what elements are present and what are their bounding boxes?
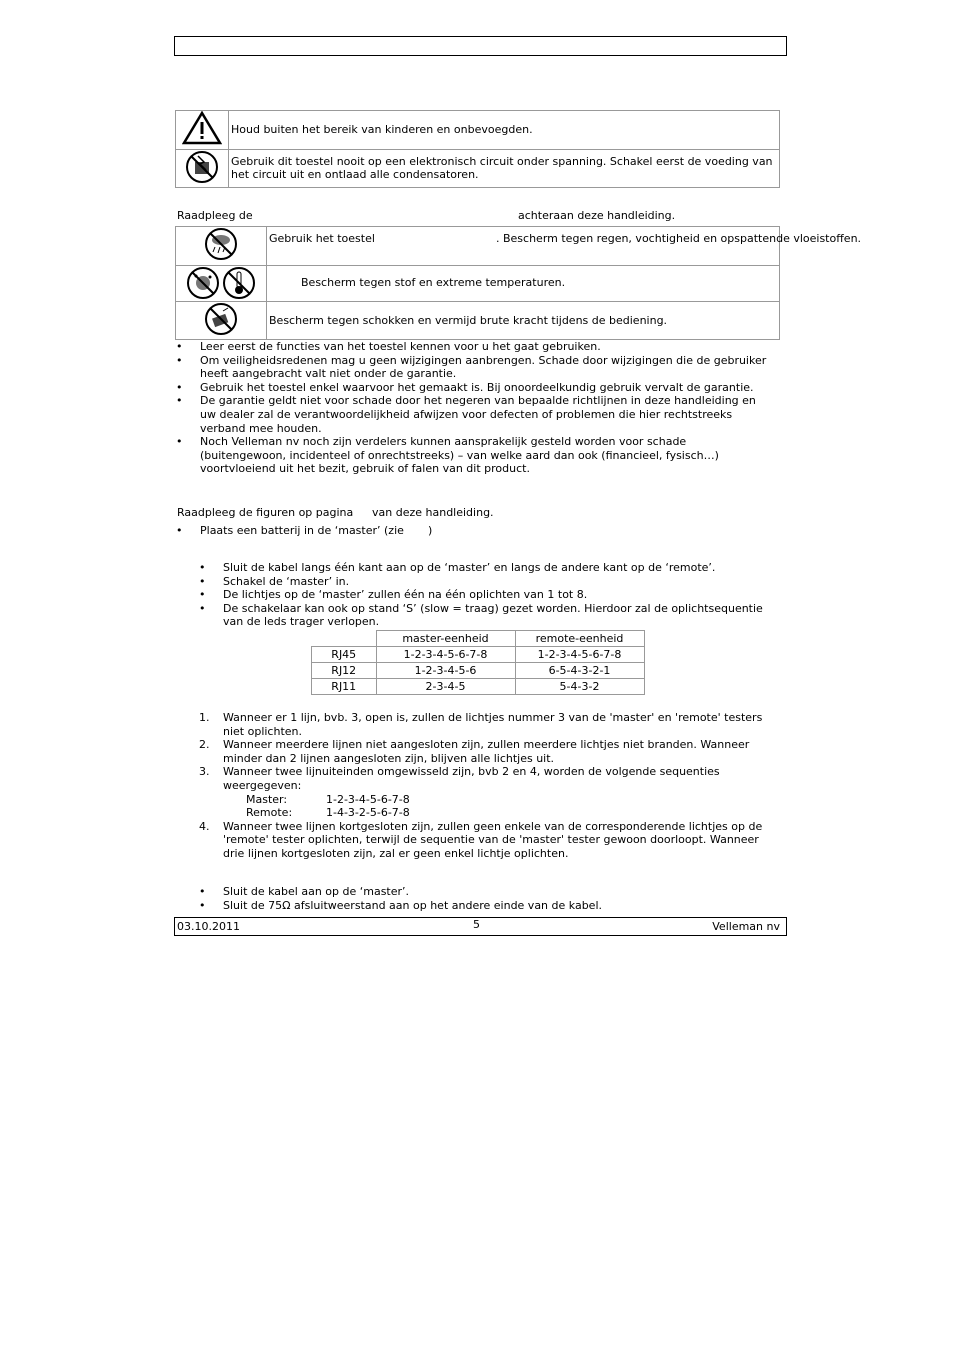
figures-ref-a: Raadpleeg de figuren op pagina	[177, 506, 354, 519]
list-item: • De lichtjes op de ‘master’ zullen één na één oplichten van 1 tot 8.	[199, 588, 779, 602]
thermometer-icon	[222, 266, 256, 300]
shock-protection-icon	[204, 302, 238, 336]
electric-hazard-icon	[185, 150, 219, 184]
list-item: • Schakel de ‘master’ in.	[199, 575, 779, 589]
safety-text-dust: Bescherm tegen stof en extreme temperaturen.	[301, 276, 566, 290]
list-item: • Sluit de 75Ω afsluitweerstand aan op het andere einde van de kabel.	[199, 899, 779, 913]
refer-right: achteraan deze handleiding.	[518, 209, 676, 222]
battery-text-a: Plaats een batterij in de ‘master’ (zie	[200, 524, 404, 537]
list-item: • De schakelaar kan ook op stand ‘S’ (slow = traag) gezet worden. Hierdoor zal de oplichtsequentie van de leds trager verlopen.	[199, 602, 779, 629]
general-guidelines-list	[176, 340, 770, 476]
footer-page: 5	[473, 918, 480, 931]
list-item: • Sluit de kabel langs één kant aan op de ‘master’ en langs de andere kant op de ‘remote’.	[199, 561, 779, 575]
list-item: • De garantie geldt niet voor schade door het negeren van bepaalde richtlijnen in deze handleiding en uw dealer zal de verantwoordelijkheid afwijzen voor defecten of problemen die hier rechtstreeks verband mee houden.	[176, 394, 770, 435]
list-item: 4. Wanneer twee lijnen kortgesloten zijn, zullen geen enkele van de corresponderende lichtjes op de 'remote' tester oplichten, terwijl de sequentie van de 'master' tester gewoon doorloopt. Wanneer drie lijnen kortgesloten zijn, zal er geen enkel lichtje oplichten.	[199, 819, 763, 860]
figures-ref-b: van deze handleiding.	[372, 506, 494, 519]
coax-list	[199, 885, 779, 912]
sequence-table	[311, 630, 645, 695]
swap-remote: Remote: 1-4-3-2-5-6-7-8	[246, 806, 410, 820]
safety-text-circuit: Gebruik dit toestel nooit op een elektronisch circuit onder spanning. Schakel eerst de voeding van het circuit uit en ontlaad alle condensatoren.	[229, 149, 780, 188]
table-header: master-eenheid	[376, 631, 515, 647]
table-row: RJ11 2-3-4-5 5-4-3-2	[312, 679, 645, 695]
battery-text-b: )	[428, 524, 433, 537]
list-item: • Leer eerst de functies van het toestel kennen voor u het gaat gebruiken.	[176, 340, 770, 354]
list-item: • Om veiligheidsredenen mag u geen wijzigingen aanbrengen. Schade door wijzigingen die de gebruiker heeft aangebracht valt niet onder de garantie.	[176, 354, 770, 381]
footer-box	[174, 917, 787, 936]
safety-table-2	[175, 226, 862, 340]
troubleshooting-list	[199, 711, 779, 861]
rain-protection-icon	[204, 227, 238, 261]
table-header: remote-eenheid	[515, 631, 644, 647]
header-box	[174, 36, 787, 56]
footer-date: 03.10.2011	[177, 920, 240, 933]
list-item: • Gebruik het toestel enkel waarvoor het gemaakt is. Bij onoordeelkundig gebruik vervalt de garantie.	[176, 381, 770, 395]
swap-master: Master: 1-2-3-4-5-6-7-8	[246, 792, 410, 806]
list-item: 3. Wanneer twee lijnuiteinden omgewisseld zijn, bvb 2 en 4, worden de volgende sequenties weergegeven: Master: 1-2-3-4-5-6-7-8 Remote: 1-4-3-2-5-6-7-8	[199, 765, 779, 819]
table-row: RJ45 1-2-3-4-5-6-7-8 1-2-3-4-5-6-7-8	[312, 647, 645, 663]
battery-bullet: • Plaats een batterij in de ‘master’ (zie )	[176, 524, 433, 537]
footer-company: Velleman nv	[712, 920, 780, 933]
safety-text-use-a: Gebruik het toestel	[269, 231, 375, 245]
cable-test-list	[199, 561, 779, 629]
list-item: • Noch Velleman nv noch zijn verdelers kunnen aansprakelijk gesteld worden voor schade (buitengewoon, incidenteel of onrechtstreeks) – van welke aard dan ook (financieel, fysisch…) voortvloeiend uit het bezit, gebruik of falen van dit product.	[176, 435, 770, 476]
list-item: • Sluit de kabel aan op de ‘master’.	[199, 885, 779, 899]
safety-text-children: Houd buiten het bereik van kinderen en onbevoegden.	[229, 111, 780, 150]
safety-text-use-b: . Bescherm tegen regen, vochtigheid en opspattende vloeistoffen.	[496, 231, 862, 245]
refer-left: Raadpleeg de	[177, 209, 253, 222]
dust-protection-icon	[186, 266, 220, 300]
safety-table-1	[175, 110, 780, 188]
safety-text-shock: Bescherm tegen schokken en vermijd brute kracht tijdens de bediening.	[267, 301, 780, 340]
list-item: 2. Wanneer meerdere lijnen niet aangesloten zijn, zullen meerdere lichtjes niet branden. Wanneer minder dan 2 lijnen aangesloten zijn, blijven alle lichtjes uit.	[199, 738, 750, 765]
warning-triangle-icon	[182, 111, 222, 145]
table-row: RJ12 1-2-3-4-5-6 6-5-4-3-2-1	[312, 663, 645, 679]
list-item: 1. Wanneer er 1 lijn, bvb. 3, open is, zullen de lichtjes nummer 3 van de 'master' en 'remote' testers niet oplichten.	[199, 711, 763, 738]
